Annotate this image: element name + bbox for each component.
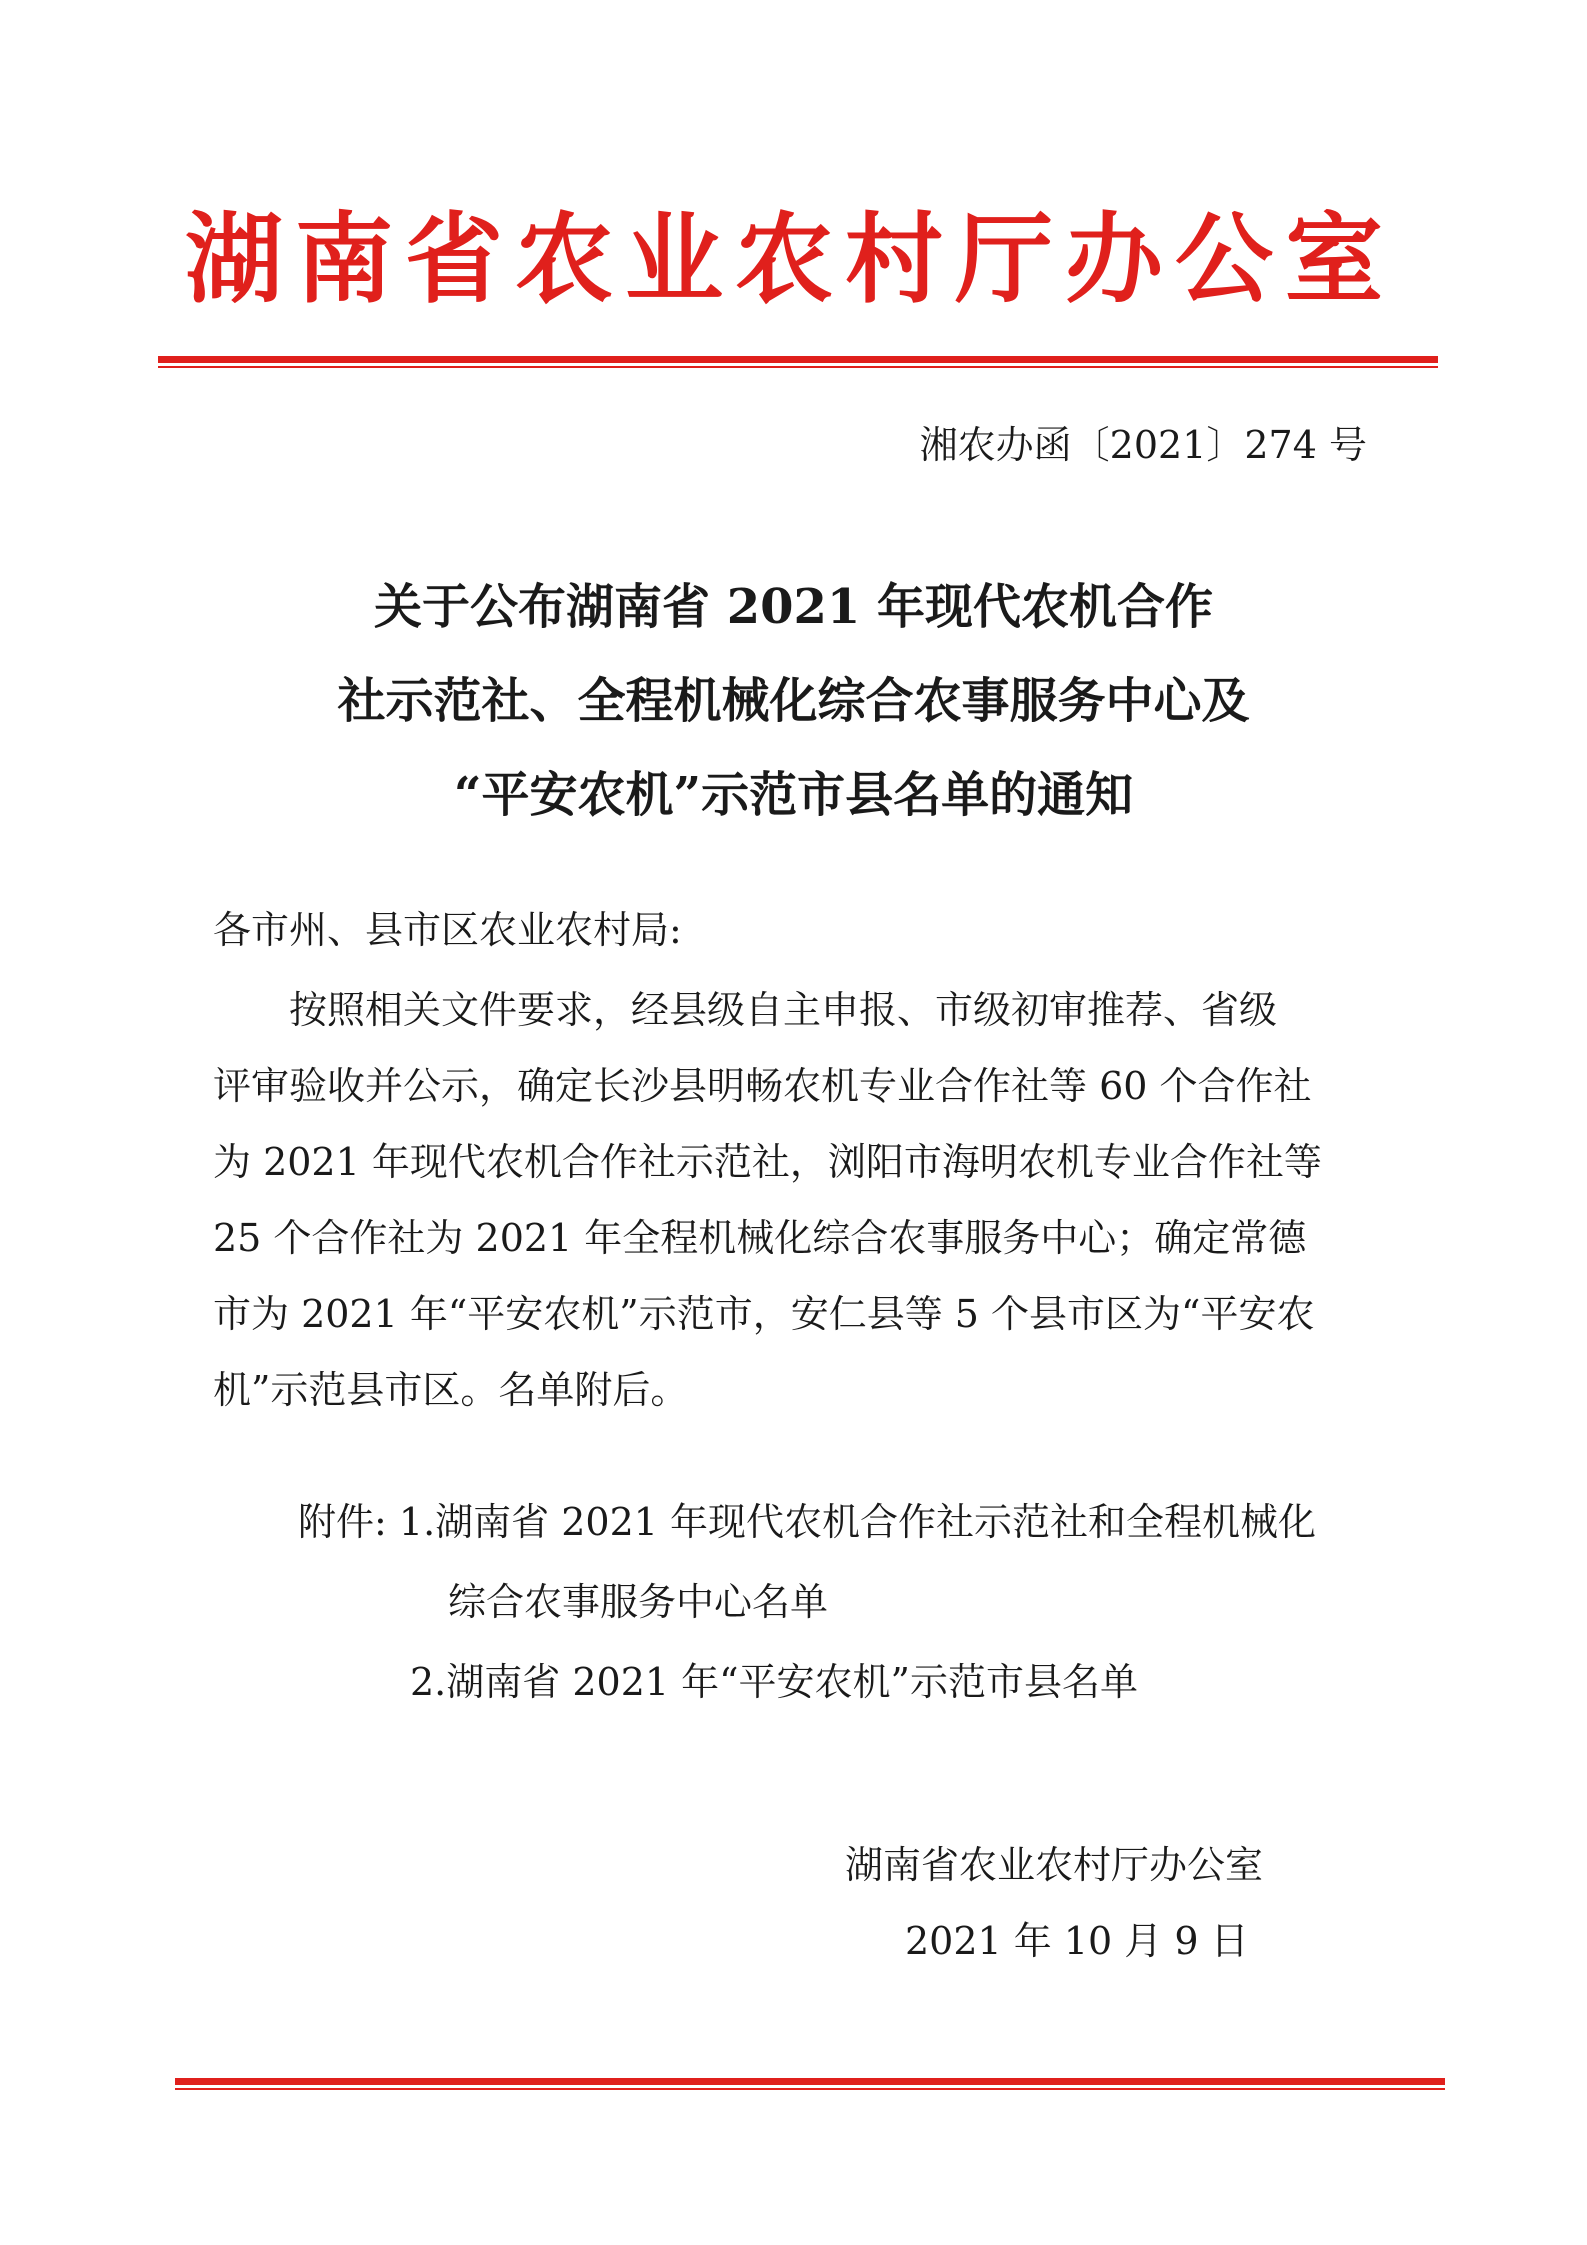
salutation: 各市州、县市区农业农村局: — [213, 908, 682, 952]
title-line: 关于公布湖南省 2021 年现代农机合作 — [373, 579, 1214, 635]
attachment-item-1 — [298, 1482, 1316, 1562]
signature-date: 2021 年 10 月 9 日 — [905, 1919, 1249, 1963]
footer-red-rule-thin — [175, 2088, 1445, 2090]
attachments-list — [298, 1482, 1316, 1722]
attachment-label: 附件: — [298, 1500, 399, 1544]
title-line: “平安农机”示范市县名单的通知 — [453, 767, 1134, 823]
body-line: 市为 2021 年“平安农机”示范市，安仁县等 5 个县市区为“平安农 — [213, 1292, 1315, 1336]
document-title — [150, 560, 1437, 842]
body-line: 按照相关文件要求，经县级自主申报、市级初审推荐、省级 — [213, 988, 1278, 1032]
document-number: 湘农办函〔2021〕274 号 — [919, 423, 1367, 467]
attachment-item-1-line-2: 综合农事服务中心名单 — [448, 1580, 829, 1624]
header-red-rule-thin — [158, 366, 1438, 368]
body-line: 评审验收并公示，确定长沙县明畅农机专业合作社等 60 个合作社 — [213, 1064, 1312, 1108]
attachment-item-1-line-1: 1.湖南省 2021 年现代农机合作社示范社和全程机械化 — [398, 1500, 1317, 1544]
signature-org: 湖南省农业农村厅办公室 — [845, 1843, 1264, 1887]
body-line: 25 个合作社为 2021 年全程机械化综合农事服务中心；确定常德 — [213, 1216, 1307, 1260]
header-red-rule — [158, 356, 1438, 363]
footer-red-rule — [175, 2078, 1445, 2085]
body-line: 为 2021 年现代农机合作社示范社，浏阳市海明农机专业合作社等 — [213, 1140, 1322, 1184]
attachment-item-2: 2.湖南省 2021 年“平安农机”示范市县名单 — [410, 1660, 1138, 1704]
header-org-title: 湖南省农业农村厅办公室 — [184, 203, 1395, 317]
body-paragraph — [213, 972, 1393, 1428]
body-line: 机”示范县市区。名单附后。 — [213, 1368, 689, 1412]
title-line: 社示范社、全程机械化综合农事服务中心及 — [337, 673, 1250, 729]
